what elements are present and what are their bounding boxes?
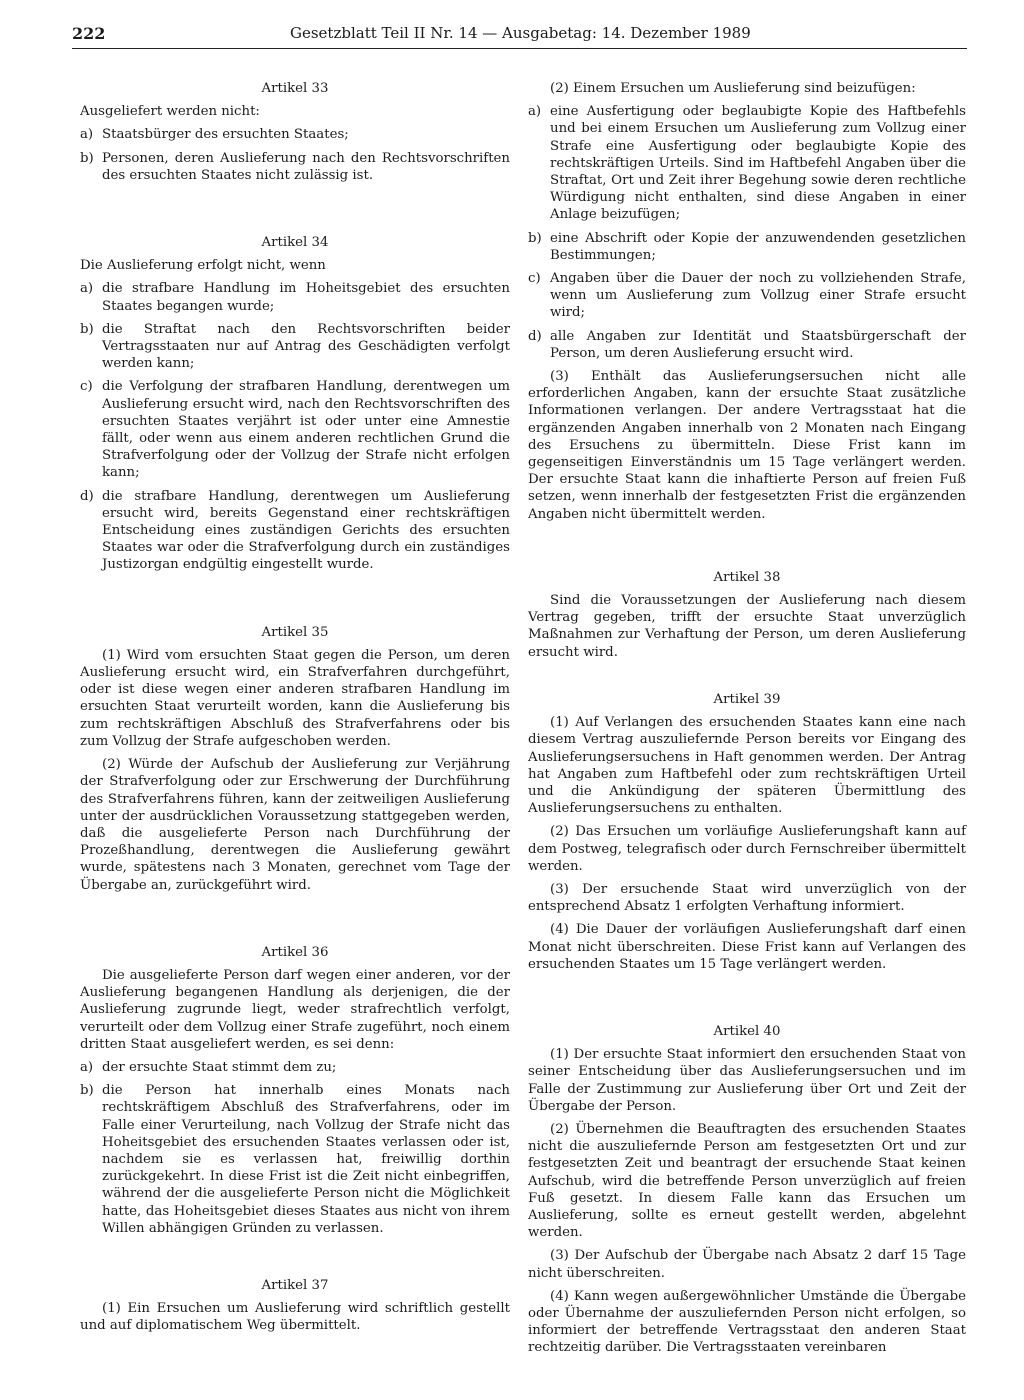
article-37-heading: Artikel 37 bbox=[261, 1277, 329, 1293]
article-34-heading: Artikel 34 bbox=[261, 235, 329, 251]
header-rule bbox=[72, 48, 967, 49]
article-35-heading: Artikel 35 bbox=[261, 624, 329, 640]
list-item: d) die strafbare Handlung, derentwegen um Auslieferung ersucht wird, bereits Gegenstand einer rechtskräftigen Entscheidung eines zuständigen Gerichts des ersuchten Staates war oder die Strafverfolgung durch ein zuständiges Justizorgan endgültig eingestellt wurde. bbox=[80, 488, 510, 573]
list-item: c) die Verfolgung der strafbaren Handlung, derentwegen um Auslieferung ersucht wird, nach den Rechtsvorschriften des ersuchten Staates verjährt ist oder unter eine Amnestie fällt, oder wenn aus einem anderen rechtlichen Grund die Strafverfolgung oder der Vollzug der Strafe nicht erfolgen kann; bbox=[80, 379, 510, 481]
list-item: a) der ersuchte Staat stimmt dem zu; bbox=[80, 1059, 337, 1075]
article-40-heading: Artikel 40 bbox=[713, 1023, 781, 1039]
article-40-paragraph-4: (4) Kann wegen außergewöhnlicher Umstände die Übergabe oder Übernahme der auszuliefernden Person nicht erfolgen, so informiert der betreffende Vertragsstaat den anderen Staat rechtzeitig darüber. Die Vertragsstaaten vereinbaren bbox=[528, 1288, 966, 1356]
list-item: c) Angaben über die Dauer der noch zu vollziehenden Strafe, wenn um Auslieferung zum Vollzug einer Strafe ersucht wird; bbox=[528, 271, 966, 321]
article-35-paragraph-2: (2) Würde der Aufschub der Auslieferung zur Verjährung der Strafverfolgung oder zur Erschwerung der Durchführung des Strafverfahrens führen, kann der zeitweiligen Auslieferung unter der ausdrücklichen Voraussetzung stattgegeben werden, daß die ausgelieferte Person nach Durchführung der Prozeßhandlung, derentwegen die Auslieferung gewährt wurde, spätestens nach 3 Monaten, gerechnet vom Tage der Übergabe an, zurückgeführt wird. bbox=[80, 757, 510, 893]
list-item: b) die Straftat nach den Rechtsvorschriften beider Vertragsstaaten nur auf Antrag des Geschädigten verfolgt werden kann; bbox=[80, 321, 510, 372]
list-item: a) eine Ausfertigung oder beglaubigte Kopie des Haftbefehls und bei einem Ersuchen um Auslieferung zum Vollzug einer Strafe eine Ausfertigung oder beglaubigte Kopie des rechtskräftigen Urteils. Sind im Haftbefehl Angaben über die Straftat, Ort und Zeit ihrer Begehung sowie deren rechtliche Würdigung nicht enthalten, sind diese Angaben in einer Anlage beizufügen; bbox=[528, 104, 966, 223]
article-37-paragraph-1: (1) Ein Ersuchen um Auslieferung wird schriftlich gestellt und auf diplomatischem Weg übermittelt. bbox=[80, 1301, 510, 1334]
list-item: a) Staatsbürger des ersuchten Staates; bbox=[80, 127, 349, 143]
article-37-paragraph-2-intro: (2) Einem Ersuchen um Auslieferung sind beizufügen: bbox=[550, 81, 916, 96]
article-35-paragraph-1: (1) Wird vom ersuchten Staat gegen die Person, um deren Auslieferung ersucht wird, ein Strafverfahren durchgeführt, oder ist diese wegen einer anderen strafbaren Handlung im ersuchten Staat verurteilt worden, kann die Auslieferung bis zum rechtskräftigen Abschluß des Strafverfahrens oder bis zum Vollzug der Strafe aufgeschoben werden. bbox=[80, 647, 510, 749]
article-40-paragraph-1: (1) Der ersuchte Staat informiert den ersuchenden Staat von seiner Entscheidung über das Auslieferungsersuchen und im Falle der Zustimmung zur Auslieferung über Ort und Zeit der Übergabe der Person. bbox=[528, 1047, 966, 1114]
list-item: d) alle Angaben zur Identität und Staatsbürgerschaft der Person, um deren Auslieferung ersucht wird. bbox=[528, 328, 966, 361]
list-item: b) eine Abschrift oder Kopie der anzuwendenden gesetzlichen Bestimmungen; bbox=[528, 230, 966, 263]
list-item: b) die Person hat innerhalb eines Monats nach rechtskräftigem Abschluß des Strafverfahrens, oder im Falle einer Verurteilung, nach Vollzug der Strafe nicht das Hoheitsgebiet des ersuchenden Staates verlassen oder ist, nachdem sie es verlassen hat, freiwillig dorthin zurückgekehrt. In diese Frist ist die Zeit nicht einbegriffen, während der die ausgelieferte Person nicht die Möglichkeit hatte, das Hoheitsgebiet dieses Staates aus nicht von ihrem Willen abhängigen Gründen zu verlassen. bbox=[80, 1083, 510, 1236]
page-header bbox=[72, 24, 967, 62]
article-39-heading: Artikel 39 bbox=[713, 691, 781, 707]
article-39-paragraph-2: (2) Das Ersuchen um vorläufige Auslieferungshaft kann auf dem Postweg, telegrafisch oder durch Fernschreiber übermittelt werden. bbox=[528, 824, 966, 874]
page-number: 222 bbox=[72, 24, 106, 43]
article-38-heading: Artikel 38 bbox=[713, 569, 781, 585]
left-column bbox=[80, 80, 510, 1341]
list-item: b) Personen, deren Auslieferung nach den Rechtsvorschriften des ersuchten Staates nicht zulässig ist. bbox=[80, 150, 510, 183]
article-33-intro: Ausgeliefert werden nicht: bbox=[80, 104, 260, 120]
article-39-paragraph-3: (3) Der ersuchende Staat wird unverzüglich von der entsprechend Absatz 1 erfolgten Verhaftung informiert. bbox=[528, 881, 966, 915]
article-39-paragraph-1: (1) Auf Verlangen des ersuchenden Staates kann eine nach diesem Vertrag auszuliefernde Person bereits vor Eingang des Auslieferungsersuchens in Haft genommen werden. Der Antrag hat Angaben zum Haftbefehl oder zum rechtskräftigen Urteil und die Ankündigung der späteren Übermittlung des Auslieferungsersuchens zu enthalten. bbox=[528, 715, 966, 817]
article-40-paragraph-3: (3) Der Aufschub der Übergabe nach Absatz 2 darf 15 Tage nicht überschreiten. bbox=[528, 1248, 966, 1281]
article-36-heading: Artikel 36 bbox=[261, 944, 329, 960]
article-38-paragraph: Sind die Voraussetzungen der Auslieferung nach diesem Vertrag gegeben, trifft der ersuchte Staat unverzüglich Maßnahmen zur Verhaftung der Person, um deren Auslieferung ersucht wird. bbox=[528, 593, 966, 660]
article-37-paragraph-3: (3) Enthält das Auslieferungsersuchen nicht alle erforderlichen Angaben, kann der ersuchte Staat zusätzliche Informationen verlangen. Der andere Vertragsstaat hat die ergänzenden Angaben innerhalb von 2 Monaten nach Eingang des Ersuchens zu übermitteln. Diese Frist kann im gegenseitigen Einverständnis um 15 Tage verlängert werden. Der ersuchte Staat kann die inhaftierte Person auf freien Fuß setzen, wenn innerhalb der festgesetzten Frist die ergänzenden Angaben nicht übermittelt werden. bbox=[528, 369, 966, 522]
right-column bbox=[528, 80, 966, 1363]
article-39-paragraph-4: (4) Die Dauer der vorläufigen Auslieferungshaft darf einen Monat nicht überschreiten. Diese Frist kann auf Verlangen des ersuchenden Staates um 15 Tage verlängert werden. bbox=[528, 922, 966, 972]
article-34-intro: Die Auslieferung erfolgt nicht, wenn bbox=[80, 258, 326, 274]
article-36-intro: Die ausgelieferte Person darf wegen einer anderen, vor der Auslieferung begangenen Handlung als derjenigen, die der Auslieferung zugrunde liegt, weder strafrechtlich verfolgt, verurteilt oder dem Vollzug einer Strafe zugeführt, noch einem dritten Staat ausgeliefert werden, es sei denn: bbox=[80, 967, 510, 1052]
list-item: a) die strafbare Handlung im Hoheitsgebiet des ersuchten Staates begangen wurde; bbox=[80, 281, 510, 314]
article-33-heading: Artikel 33 bbox=[261, 81, 329, 96]
running-head: Gesetzblatt Teil II Nr. 14 — Ausgabetag: 14. Dezember 1989 bbox=[290, 24, 751, 42]
article-40-paragraph-2: (2) Übernehmen die Beauftragten des ersuchenden Staates nicht die auszuliefernde Person am festgesetzten Ort und zur festgesetzten Zeit und beantragt der ersuchende Staat keinen Aufschub, wird die betreffende Person unverzüglich auf freien Fuß gesetzt. In diesem Falle kann das Ersuchen um Auslieferung, sollte es erneut gestellt werden, abgelehnt werden. bbox=[528, 1121, 966, 1241]
